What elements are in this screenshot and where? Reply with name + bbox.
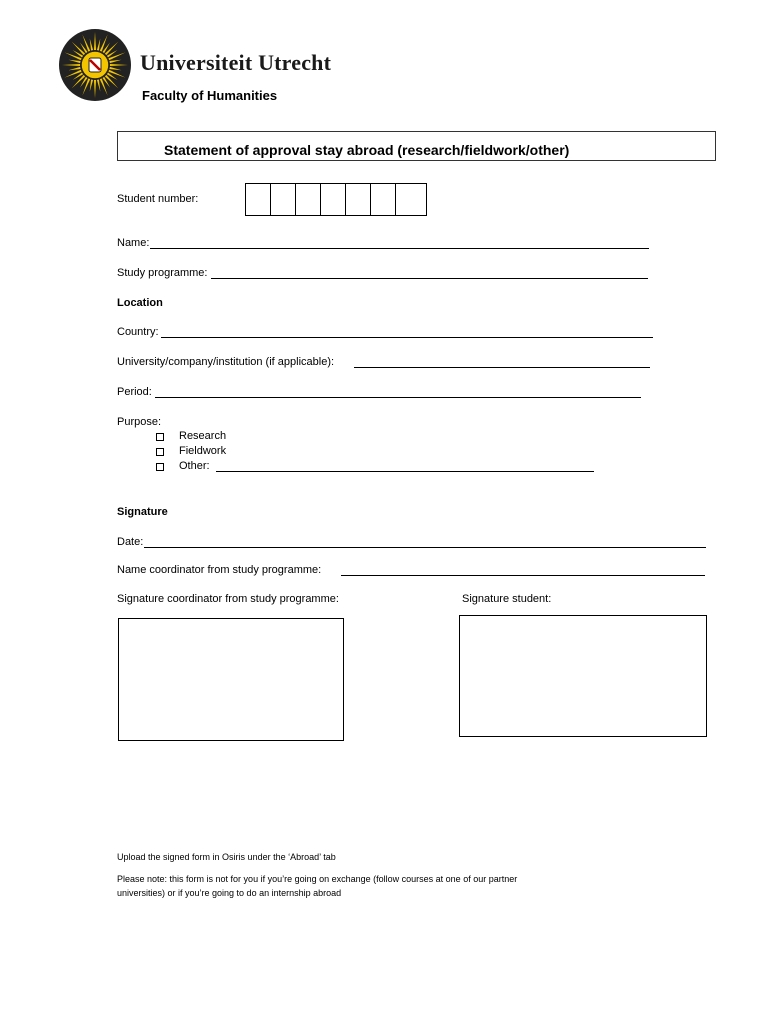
other-checkbox[interactable] [156, 463, 164, 471]
institution-field[interactable] [354, 367, 650, 368]
form-title-box [117, 131, 716, 161]
coordinator-signature-label: Signature coordinator from study programme: [117, 593, 339, 605]
research-checkbox[interactable] [156, 433, 164, 441]
other-purpose-field[interactable] [216, 471, 594, 472]
note-line-2: universities) or if you’re going to do an internship abroad [117, 888, 342, 898]
coordinator-name-field[interactable] [341, 575, 705, 576]
university-seal-logo [58, 28, 132, 102]
fieldwork-option-label: Fieldwork [179, 445, 227, 457]
coordinator-signature-box[interactable] [118, 618, 344, 741]
signature-heading: Signature [117, 506, 168, 518]
period-label: Period: [117, 386, 152, 398]
student-number-cell[interactable] [321, 184, 346, 215]
study-programme-field[interactable] [211, 278, 648, 279]
student-signature-label: Signature student: [462, 593, 552, 605]
student-number-cell[interactable] [396, 184, 426, 215]
date-field[interactable] [144, 547, 706, 548]
fieldwork-checkbox[interactable] [156, 448, 164, 456]
study-programme-label: Study programme: [117, 267, 208, 279]
faculty-name: Faculty of Humanities [142, 88, 278, 103]
student-signature-box[interactable] [459, 615, 707, 737]
student-number-cell[interactable] [371, 184, 396, 215]
name-label: Name: [117, 237, 150, 249]
institution-label: University/company/institution (if applicable): [117, 356, 335, 368]
form-title: Statement of approval stay abroad (research/fieldwork/other) [164, 142, 570, 158]
location-heading: Location [117, 297, 163, 309]
other-option-label: Other: [179, 460, 210, 472]
name-field[interactable] [150, 248, 649, 249]
student-number-cell[interactable] [296, 184, 321, 215]
student-number-cell[interactable] [271, 184, 296, 215]
upload-note: Upload the signed form in Osiris under the ‘Abroad’ tab [117, 852, 336, 862]
country-label: Country: [117, 326, 159, 338]
student-number-cell[interactable] [246, 184, 271, 215]
research-option-label: Research [179, 430, 227, 442]
note-line-1: Please note: this form is not for you if you’re going on exchange (follow courses at one of our partner [117, 874, 518, 884]
university-name: Universiteit Utrecht [140, 50, 332, 75]
coordinator-name-label: Name coordinator from study programme: [117, 564, 322, 576]
student-number-label: Student number: [117, 193, 199, 205]
date-label: Date: [117, 536, 144, 548]
student-number-cell[interactable] [346, 184, 371, 215]
student-number-input[interactable] [245, 183, 427, 216]
country-field[interactable] [161, 337, 653, 338]
period-field[interactable] [155, 397, 641, 398]
purpose-label: Purpose: [117, 416, 162, 428]
